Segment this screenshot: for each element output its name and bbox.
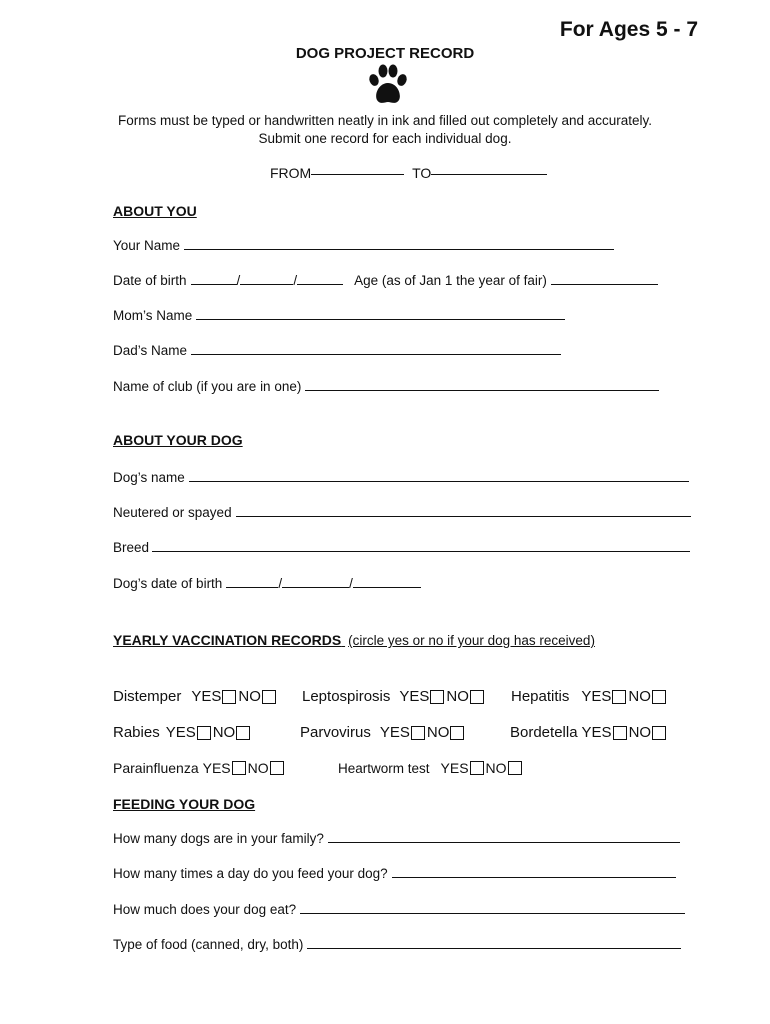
club-label: Name of club (if you are in one) (113, 379, 302, 394)
distemper-yes-checkbox[interactable] (222, 690, 236, 704)
date-of-birth-row (113, 273, 658, 288)
no-label: NO (628, 688, 651, 705)
vaccine-label: Parvovirus (300, 724, 371, 741)
no-label: NO (247, 760, 269, 776)
form-title: DOG PROJECT RECORD (295, 45, 475, 62)
yes-label: YES (202, 760, 231, 776)
vaccine-label: Heartworm test (338, 760, 430, 776)
dog-dob-separator: / (349, 576, 353, 591)
instructions-line-2: Submit one record for each individual dog. (258, 131, 512, 146)
feeding-q3-field[interactable] (300, 912, 685, 914)
date-of-birth-label: Date of birth (113, 273, 187, 288)
hepatitis-yes-checkbox[interactable] (612, 690, 626, 704)
yes-label: YES (399, 688, 430, 705)
hepatitis-no-checkbox[interactable] (652, 690, 666, 704)
feeding-heading: FEEDING YOUR DOG (113, 796, 256, 812)
dads-name-row (113, 343, 561, 358)
dads-name-label: Dad’s Name (113, 343, 188, 358)
neutered-field[interactable] (236, 515, 691, 517)
vaccine-rabies (113, 724, 252, 741)
vaccine-distemper (113, 688, 278, 705)
vaccination-note: (circle yes or no if your dog has received) (348, 633, 595, 648)
about-you-heading: ABOUT YOU (113, 203, 197, 219)
dogs-dob-row (113, 576, 421, 591)
dob-separator: / (236, 273, 241, 288)
from-label: FROM (270, 165, 312, 181)
vaccine-parvovirus (300, 724, 466, 741)
heartworm-yes-checkbox[interactable] (470, 761, 484, 775)
yes-label: YES (191, 688, 222, 705)
distemper-no-checkbox[interactable] (262, 690, 276, 704)
no-label: NO (485, 760, 507, 776)
dogs-dob-label: Dog’s date of birth (113, 576, 223, 591)
age-label: Age (as of Jan 1 the year of fair) (354, 273, 547, 288)
dog-dob-month-field[interactable] (226, 586, 278, 588)
dob-day-field[interactable] (240, 283, 293, 285)
parainfluenza-no-checkbox[interactable] (270, 761, 284, 775)
vaccine-hepatitis (511, 688, 668, 705)
feeding-q3-label: How much does your dog eat? (113, 902, 297, 917)
leptospirosis-no-checkbox[interactable] (470, 690, 484, 704)
feeding-q1-field[interactable] (328, 841, 680, 843)
age-field[interactable] (551, 283, 658, 285)
moms-name-row (113, 308, 565, 323)
dogs-name-label: Dog’s name (113, 470, 185, 485)
breed-row (113, 540, 690, 555)
your-name-row (113, 238, 614, 253)
instructions-line-1: Forms must be typed or handwritten neatly in ink and filled out completely and accurately. (117, 113, 653, 128)
vaccine-parainfluenza (113, 760, 286, 776)
vaccine-leptospirosis (302, 688, 486, 705)
your-name-label: Your Name (113, 238, 181, 253)
dog-dob-day-field[interactable] (282, 586, 349, 588)
bordetella-no-checkbox[interactable] (652, 726, 666, 740)
from-to-row (270, 165, 547, 181)
no-label: NO (426, 724, 450, 741)
feeding-q4-row (113, 937, 681, 952)
moms-name-field[interactable] (196, 318, 565, 320)
moms-name-label: Mom’s Name (113, 308, 193, 323)
club-field[interactable] (305, 389, 659, 391)
heartworm-no-checkbox[interactable] (508, 761, 522, 775)
feeding-q4-field[interactable] (307, 947, 681, 949)
vaccine-heartworm (338, 760, 524, 776)
yes-label: YES (440, 760, 469, 776)
yes-label: YES (165, 724, 196, 741)
vaccine-label: Rabies (113, 724, 160, 741)
vaccine-label: Hepatitis (511, 688, 570, 705)
dob-year-field[interactable] (297, 283, 343, 285)
neutered-row (113, 505, 691, 520)
dogs-name-field[interactable] (189, 480, 689, 482)
dog-dob-year-field[interactable] (353, 586, 421, 588)
rabies-yes-checkbox[interactable] (197, 726, 211, 740)
yes-label: YES (581, 688, 612, 705)
about-dog-heading: ABOUT YOUR DOG (113, 432, 243, 448)
parainfluenza-yes-checkbox[interactable] (232, 761, 246, 775)
vaccination-heading-text: YEARLY VACCINATION RECORDS (113, 632, 342, 648)
vaccine-label: Leptospirosis (302, 688, 391, 705)
vaccination-heading (113, 632, 595, 648)
no-label: NO (238, 688, 261, 705)
feeding-q3-row (113, 902, 685, 917)
dog-dob-separator: / (278, 576, 283, 591)
feeding-q2-field[interactable] (392, 876, 676, 878)
no-label: NO (628, 724, 652, 741)
feeding-q2-row (113, 866, 676, 881)
vaccine-label: Distemper (113, 688, 182, 705)
breed-field[interactable] (152, 550, 690, 552)
vaccine-bordetella (510, 724, 668, 741)
neutered-label: Neutered or spayed (113, 505, 232, 520)
from-field[interactable] (311, 173, 404, 175)
vaccine-label: Bordetella (510, 724, 578, 741)
your-name-field[interactable] (184, 248, 614, 250)
parvovirus-yes-checkbox[interactable] (411, 726, 425, 740)
feeding-q1-label: How many dogs are in your family? (113, 831, 324, 846)
breed-label: Breed (113, 540, 150, 555)
no-label: NO (446, 688, 469, 705)
no-label: NO (212, 724, 236, 741)
yes-label: YES (581, 724, 612, 741)
ages-label: For Ages 5 - 7 (559, 18, 698, 41)
feeding-q1-row (113, 831, 680, 846)
to-label: TO (412, 165, 432, 181)
dob-separator: / (293, 273, 298, 288)
dob-month-field[interactable] (191, 283, 237, 285)
paw-print-icon (365, 64, 411, 106)
feeding-q4-label: Type of food (canned, dry, both) (113, 937, 304, 952)
rabies-no-checkbox[interactable] (236, 726, 250, 740)
bordetella-yes-checkbox[interactable] (613, 726, 627, 740)
yes-label: YES (379, 724, 410, 741)
feeding-q2-label: How many times a day do you feed your dog? (113, 866, 388, 881)
dogs-name-row (113, 470, 689, 485)
vaccine-label: Parainfluenza (113, 760, 199, 776)
dads-name-field[interactable] (191, 353, 561, 355)
instructions (0, 112, 770, 148)
leptospirosis-yes-checkbox[interactable] (430, 690, 444, 704)
club-row (113, 379, 659, 394)
to-field[interactable] (431, 173, 547, 175)
parvovirus-no-checkbox[interactable] (450, 726, 464, 740)
